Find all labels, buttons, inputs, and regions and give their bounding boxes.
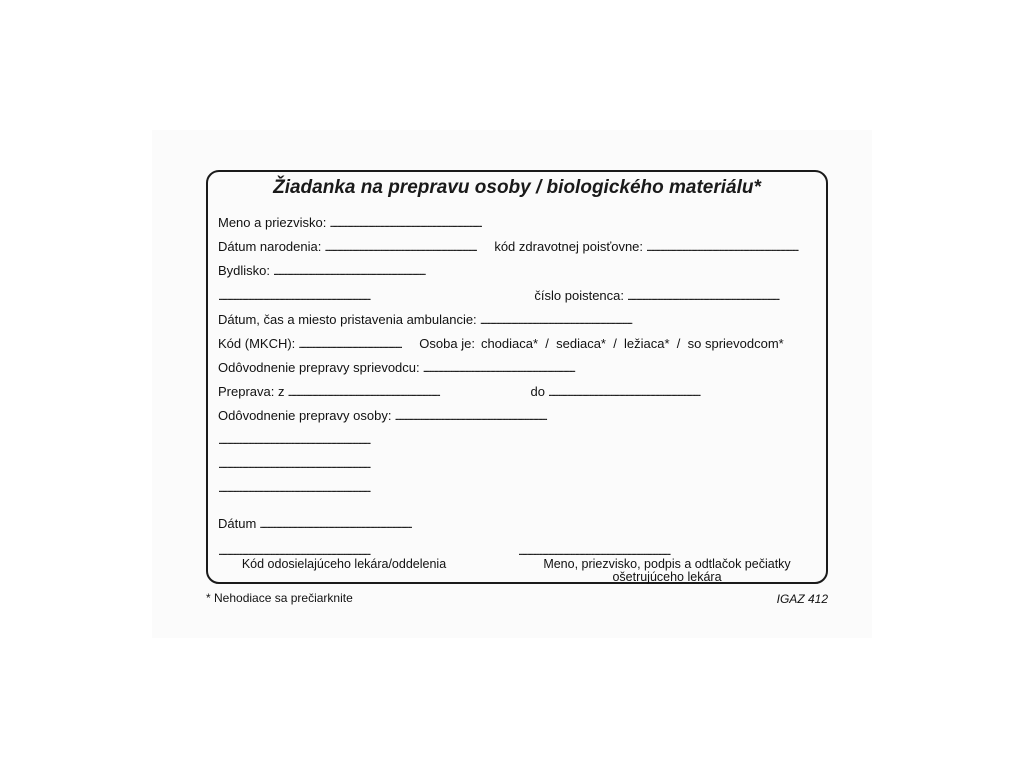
form-sheet xyxy=(152,130,872,638)
meno-label: Meno a priezvisko: xyxy=(218,215,327,230)
row-datum-cas-miesto xyxy=(218,312,816,328)
datum-field[interactable] xyxy=(259,516,485,533)
row-blank-2 xyxy=(218,456,816,472)
datum-cas-miesto-label: Dátum, čas a miesto pristavenia ambulancie: xyxy=(218,312,477,327)
row-blank-1 xyxy=(218,432,816,448)
datum-cas-miesto-field[interactable] xyxy=(480,312,813,329)
cislo-poistenca-field[interactable] xyxy=(627,288,813,305)
datum-label: Dátum xyxy=(218,516,257,531)
row-meno xyxy=(218,215,816,231)
kod-mkch-field[interactable] xyxy=(298,336,402,353)
podpis-caption-line-1: Meno, priezvisko, podpis a odtlačok pečiatky xyxy=(543,557,791,571)
preprava-z-label: Preprava: z xyxy=(218,384,285,399)
odovodnenie-sprievodcu-label: Odôvodnenie prepravy sprievodcu: xyxy=(218,360,420,375)
footer-note: * Nehodiace sa prečiarknite xyxy=(206,591,353,605)
preprava-z-field[interactable] xyxy=(287,384,527,401)
row-datum xyxy=(218,516,488,532)
cislo-poistenca-label: číslo poistenca: xyxy=(534,288,624,303)
meno-field[interactable] xyxy=(329,215,813,232)
datum-narodenia-label: Dátum narodenia: xyxy=(218,239,322,254)
osoba-je-label: Osoba je: xyxy=(419,336,475,351)
podpis-caption-line-2: ošetrujúceho lekára xyxy=(612,570,722,584)
bydlisko-label: Bydlisko: xyxy=(218,263,271,278)
odovodnenie-sprievodcu-field[interactable] xyxy=(423,360,813,377)
preprava-do-label: do xyxy=(530,384,545,399)
row-bydlisko xyxy=(218,263,816,279)
form-title: Žiadanka na prepravu osoby / biologického materiálu* xyxy=(273,177,761,198)
preprava-do-field[interactable] xyxy=(548,384,813,401)
footer-code: IGAZ 412 xyxy=(776,592,828,606)
odovodnenie-osoby-field[interactable] xyxy=(394,408,813,425)
row-odovodnenie-osoby xyxy=(218,408,816,424)
kod-poistovne-label: kód zdravotnej poisťovne: xyxy=(494,239,644,254)
kod-mkch-label: Kód (MKCH): xyxy=(218,336,296,351)
odovodnenie-osoby-label: Odôvodnenie prepravy osoby: xyxy=(218,408,392,423)
row-odovodnenie-sprievodcu xyxy=(218,360,816,376)
podpis-caption xyxy=(518,558,816,584)
row-datum-narodenia xyxy=(218,239,816,255)
osoba-options[interactable]: chodiaca* / sediaca* / ležiaca* / so sprievodcom* xyxy=(480,336,784,351)
datum-narodenia-field[interactable] xyxy=(324,239,491,256)
row-preprava xyxy=(218,384,816,400)
form-frame xyxy=(206,170,828,584)
kod-lekara-caption: Kód odosielajúceho lekára/oddelenia xyxy=(241,557,447,571)
row-kod-mkch xyxy=(218,336,816,352)
kod-poistovne-field[interactable] xyxy=(646,239,813,256)
bydlisko-field-2[interactable] xyxy=(218,288,531,305)
odovodnenie-osoby-field-2[interactable] xyxy=(218,432,813,449)
row-blank-3 xyxy=(218,480,816,496)
odovodnenie-osoby-field-4[interactable] xyxy=(218,480,813,497)
odovodnenie-osoby-field-3[interactable] xyxy=(218,456,813,473)
row-cislo-poistenca xyxy=(218,288,816,304)
bydlisko-field[interactable] xyxy=(273,263,813,280)
